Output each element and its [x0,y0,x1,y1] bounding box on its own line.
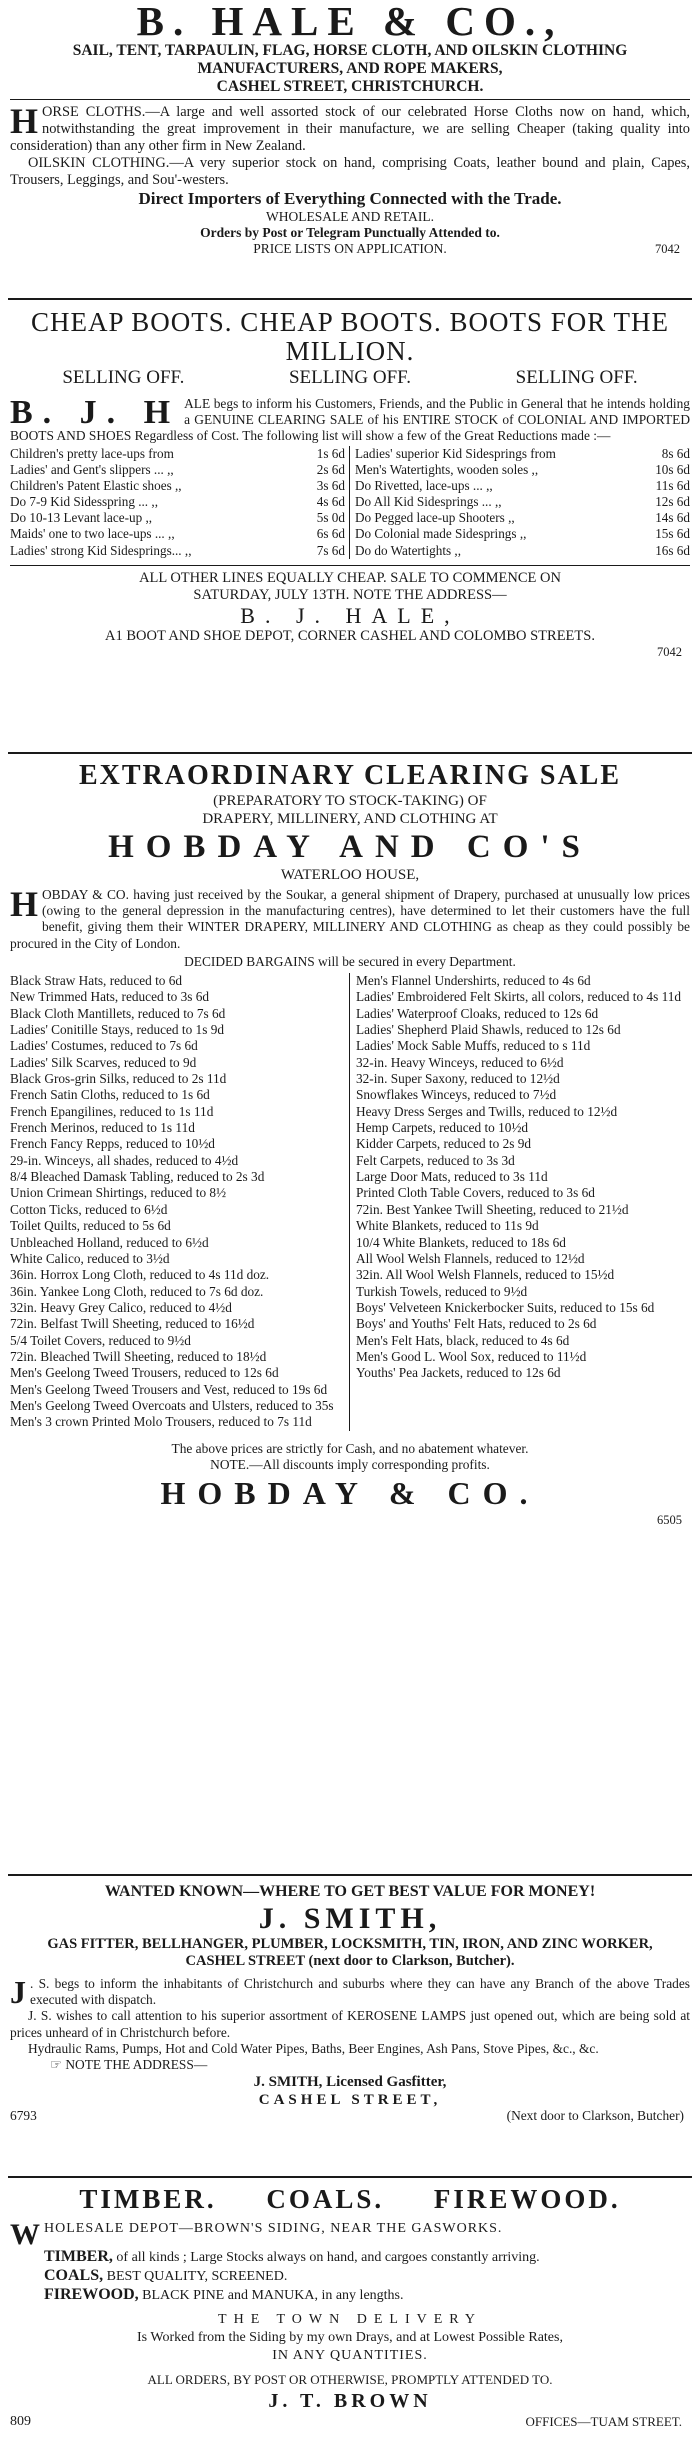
price-row [10,478,345,494]
bargain-item: 8/4 Bleached Damask Tabling, reduced to 2s 3d [10,1169,265,1185]
smith-advertisement [8,1876,692,2176]
price-item: Do Rivetted, lace-ups ... ,, [355,478,493,494]
price-row [355,478,690,494]
boots-intro: B. J. H ALE begs to inform his Customers, Friends, and the Public in General that he intends holding a GENUINE CLEARING SALE of his ENTIRE STOCK of COLONIAL AND IMPORTED BOOTS AND SHOES Regardless of Cost. The following list will show a few of the Great Reductions made :— [10,394,690,443]
bargain-item: 72in. Belfast Twill Sheeting, reduced to 16½d [10,1316,255,1332]
bargain-item: Men's Flannel Undershirts, reduced to 4s 6d [356,973,591,989]
brown-name: J. T. BROWN [268,2389,432,2412]
price-item: Children's pretty lace-ups from [10,446,174,461]
brown-town-delivery: THE TOWN DELIVERY [218,2311,482,2327]
bargain-item: Men's Geelong Tweed Trousers and Vest, reduced to 19s 6d [10,1381,328,1397]
hobday-house: WATERLOO HOUSE, [280,867,420,883]
price-row [10,510,345,526]
bargain-item: New Trimmed Hats, reduced to 3s 6d [10,989,210,1005]
bargain-item: Men's Geelong Tweed Trousers, reduced to 12s 6d [10,1365,279,1381]
bargain-item: Snowflakes Winceys, reduced to 7½d [356,1087,557,1103]
hale-price-lists: PRICE LISTS ON APPLICATION. 7042 [253,241,680,256]
bargain-item: 32-in. Heavy Winceys, reduced to 6½d [356,1054,564,1070]
price-value: 16s 6d [655,542,690,558]
bargain-item: 29-in. Winceys, all shades, reduced to 4½d [10,1152,239,1168]
bargain-item: Toilet Quilts, reduced to 5s 6d [10,1218,171,1234]
bargain-item: 5/4 Toilet Covers, reduced to 9½d [10,1332,191,1348]
bargain-item: White Blankets, reduced to 11s 9d [356,1218,539,1234]
boots-all-other: ALL OTHER LINES EQUALLY CHEAP. SALE TO COMMENCE ON [139,569,561,586]
boots-advertisement [8,300,692,752]
bargain-item: Men's 3 crown Printed Molo Trousers, reduced to 7s 11d [10,1414,312,1430]
hale-orders: Orders by Post or Telegram Punctually Attended to. [200,225,500,240]
brown-offices: OFFICES—TUAM STREET. [525,2413,682,2429]
smith-name: J. SMITH, [258,1902,442,1935]
bargain-item: 32in. Heavy Grey Calico, reduced to 4½d [10,1299,232,1315]
hale-wholesale: WHOLESALE AND RETAIL. [265,209,435,224]
boots-price-right [350,446,690,559]
brown-orders: ALL ORDERS, BY POST OR OTHERWISE, PROMPTLY ATTENDED TO. [147,2371,553,2387]
hale-ad-number: 7042 [655,242,680,256]
bargain-item: Hemp Carpets, reduced to 10½d [356,1120,529,1136]
price-value: 2s 6d [316,462,345,478]
smith-rams: Hydraulic Rams, Pumps, Hot and Cold Water Pipes, Baths, Beer Engines, Ash Pans, Stove Pipes, &c., &c. [28,2040,599,2056]
price-row [10,494,345,510]
hobday-note: NOTE.—All discounts imply corresponding profits. [210,1456,490,1472]
bargain-item: Heavy Dress Serges and Twills, reduced to 12½d [356,1103,618,1119]
price-row [355,446,690,462]
bargain-item: Ladies' Shepherd Plaid Shawls, reduced to 12s 6d [356,1022,621,1038]
bargain-item: Youths' Pea Jackets, reduced to 12s 6d [356,1365,561,1381]
brown-firewood: FIREWOOD, BLACK PINE and MANUKA, in any lengths. [44,2285,404,2303]
hobday-advertisement [8,754,692,1874]
smith-intro: J . S. begs to inform the inhabitants of Christchurch and suburbs where they can have any Branch of the above Trades executed with dispatch. [10,1974,690,2010]
hobday-sub: (PREPARATORY TO STOCK-TAKING) OF [213,793,487,809]
boots-name: B. J. HALE, [240,602,460,628]
bargain-item: French Satin Cloths, reduced to 1s 6d [10,1087,210,1103]
price-value: 8s 6d [661,446,690,461]
boots-price-list [10,446,690,559]
bargain-item: Boys' Velveteen Knickerbocker Suits, reduced to 15s 6d [356,1299,655,1315]
hobday-bargains-right [350,973,690,1431]
hale-advertisement [8,0,692,292]
bargain-item: 32in. All Wool Welsh Flannels, reduced to 15½d [356,1267,615,1283]
price-value: 14s 6d [655,510,690,526]
bargain-item: Ladies' Silk Scarves, reduced to 9d [10,1054,197,1070]
bargain-item: 36in. Horrox Long Cloth, reduced to 4s 11d doz. [10,1267,270,1283]
price-item: Men's Watertights, wooden soles ,, [355,462,539,478]
boots-ad-number: 7042 [657,644,682,659]
bargain-item: Large Door Mats, reduced to 3s 11d [356,1169,548,1185]
price-item: Children's Patent Elastic shoes ,, [10,478,182,494]
bargain-item: Union Crimean Shirtings, reduced to 8½ [10,1185,227,1201]
price-value: 15s 6d [655,526,690,542]
smith-trades: GAS FITTER, BELLHANGER, PLUMBER, LOCKSMITH, TIN, IRON, AND ZINC WORKER, [47,1936,653,1952]
boots-headline: CHEAP BOOTS. CHEAP BOOTS. BOOTS FOR THE MILLION. [30,307,670,366]
hale-line3: CASHEL STREET, CHRISTCHURCH. [216,78,484,95]
bargain-item: French Fancy Repps, reduced to 10½d [10,1136,215,1152]
bargain-item: Felt Carpets, reduced to 3s 3d [356,1152,515,1168]
price-row [10,526,345,542]
price-item: Do do Watertights ,, [355,542,462,558]
price-item: Do Pegged lace-up Shooters ,, [355,510,515,526]
hale-horse-cloths: HORSE CLOTHS.—A large and well assorted stock of our celebrated Horse Cloths now on hand, which, notwithstanding the great improvement in their manufacture, we are selling Cheaper (taking quality into consideration) than any other firm in New Zealand. [10,101,690,154]
bargain-item: Unbleached Holland, reduced to 6½d [10,1234,209,1250]
price-row [355,543,690,559]
hobday-bargains-left [10,973,350,1431]
price-item: Ladies' and Gent's slippers ... ,, [10,462,174,478]
bargain-item: Ladies' Embroidered Felt Skirts, all colors, reduced to 4s 11d [356,989,682,1005]
boots-selling-off: SELLING OFF. SELLING OFF. SELLING OFF. [62,367,638,388]
price-value: 5s 0d [316,510,345,526]
price-row [355,510,690,526]
hobday-decided: DECIDED BARGAINS will be secured in every Department. [184,953,516,969]
hobday-bargains [10,973,690,1431]
boots-depot: A1 BOOT AND SHOE DEPOT, CORNER CASHEL AND COLOMBO STREETS. [105,627,595,644]
newspaper-page [8,0,692,2440]
hale-line1: SAIL, TENT, TARPAULIN, FLAG, HORSE CLOTH, AND OILSKIN CLOTHING [72,42,628,59]
price-value: 4s 6d [316,494,345,510]
price-value: 10s 6d [655,462,690,478]
bargain-item: Cotton Ticks, reduced to 6½d [10,1201,168,1217]
boots-price-left [10,446,350,559]
bargain-item: Ladies' Waterproof Cloaks, reduced to 12s 6d [356,1005,599,1021]
bargain-item: 10/4 White Blankets, reduced to 18s 6d [356,1234,566,1250]
price-value: 3s 6d [316,478,345,494]
price-item: Maids' one to two lace-ups ... ,, [10,526,175,542]
bargain-item: Ladies' Costumes, reduced to 7s 6d [10,1038,198,1054]
smith-note: ☞ NOTE THE ADDRESS— [50,2057,208,2073]
bargain-item: All Wool Welsh Flannels, reduced to 12½d [356,1250,585,1266]
price-row [10,543,345,559]
bargain-item: 32-in. Super Saxony, reduced to 12½d [356,1071,560,1087]
brown-headline: TIMBER. COALS. FIREWOOD. [79,2184,621,2214]
hobday-ad-number: 6505 [657,1513,682,1528]
hale-oilskin: OILSKIN CLOTHING.—A very superior stock on hand, comprising Coats, leather bound and plain, Capes, Trousers, Leggings, and Sou'-westers. [10,155,690,188]
bargain-item: French Merinos, reduced to 1s 11d [10,1120,195,1136]
bargain-item: Printed Cloth Table Covers, reduced to 3s 6d [356,1185,595,1201]
hobday-footer-name: HOBDAY & CO. [160,1475,540,1512]
hale-importers: Direct Importers of Everything Connected with the Trade. [138,189,562,208]
bargain-item: 72in. Best Yankee Twill Sheeting, reduced to 21½d [356,1201,629,1217]
price-item: Do Colonial made Sidesprings ,, [355,526,527,542]
price-row [355,462,690,478]
bargain-item: Men's Felt Hats, black, reduced to 4s 6d [356,1332,570,1348]
price-row [355,526,690,542]
brown-ad-number: 809 [10,2413,31,2429]
smith-wanted: WANTED KNOWN—WHERE TO GET BEST VALUE FOR MONEY! [104,1883,596,1900]
bargain-item: Men's Good L. Wool Sox, reduced to 11½d [356,1348,587,1364]
bargain-item: French Epangilines, reduced to 1s 11d [10,1103,214,1119]
boots-date: SATURDAY, JULY 13TH. NOTE THE ADDRESS— [193,586,507,603]
bargain-item: Black Gros-grin Silks, reduced to 2s 11d [10,1071,227,1087]
smith-signature: J. SMITH, Licensed Gasfitter, [253,2074,447,2091]
price-row [10,446,345,462]
bargain-item: 72in. Bleached Twill Sheeting, reduced to 18½d [10,1348,267,1364]
bargain-item: Black Straw Hats, reduced to 6d [10,973,183,989]
price-item: Ladies' superior Kid Sidesprings from [355,446,556,461]
bargain-item: White Calico, reduced to 3½d [10,1250,170,1266]
brown-worked: Is Worked from the Siding by my own Drays, and at Lowest Possible Rates, [137,2329,563,2345]
price-value: 1s 6d [316,446,345,461]
smith-street: CASHEL STREET, [258,2092,442,2109]
smith-ad-number: 6793 [10,2108,37,2124]
price-value: 6s 6d [316,526,345,542]
brown-coals: COALS, BEST QUALITY, SCREENED. [44,2266,288,2284]
bargain-item: Turkish Towels, reduced to 9½d [356,1283,528,1299]
price-item: Do All Kid Sidesprings ... ,, [355,494,502,510]
brown-advertisement [8,2178,692,2438]
bargain-item: Black Cloth Mantillets, reduced to 7s 6d [10,1005,226,1021]
price-item: Ladies' strong Kid Sidesprings... ,, [10,542,192,558]
hobday-intro: HOBDAY & CO. having just received by the Soukar, a general shipment of Drapery, purchased at unusually low prices (owing to the general depression in the manufacturing centres), have determined to let their customers have the full benefit, giving them their WINTER DRAPERY, MILLINERY AND CLOTHING as cheap as they could possibly be procured in the City of London. [10,884,690,951]
hobday-name: HOBDAY AND CO'S [108,829,592,865]
brown-timber: TIMBER, of all kinds ; Large Stocks always on hand, and cargoes constantly arriving. [44,2247,540,2265]
hale-name: B. HALE & CO., [136,0,564,44]
bargain-item: Ladies' Conitille Stays, reduced to 1s 9d [10,1022,225,1038]
hale-line2: MANUFACTURERS, AND ROPE MAKERS, [197,60,503,77]
smith-address: CASHEL STREET (next door to Clarkson, Butcher). [185,1953,515,1969]
price-value: 12s 6d [655,494,690,510]
bargain-item: 36in. Yankee Long Cloth, reduced to 7s 6d doz. [10,1283,264,1299]
smith-lamps: J. S. wishes to call attention to his superior assortment of KEROSENE LAMPS just opened out, which are being sold at prices unheard of in Christchurch before. [10,2008,690,2040]
hobday-headline: EXTRAORDINARY CLEARING SALE [78,760,622,791]
hobday-cash: The above prices are strictly for Cash, and no abatement whatever. [171,1440,529,1456]
smith-next-door: (Next door to Clarkson, Butcher) [506,2108,684,2124]
price-row [355,494,690,510]
price-row [10,462,345,478]
price-item: Do 10-13 Levant lace-up ,, [10,510,153,526]
hobday-sub2: DRAPERY, MILLINERY, AND CLOTHING AT [202,811,498,827]
bargain-item: Men's Geelong Tweed Overcoats and Ulsters, reduced to 35s [10,1397,334,1413]
price-item: Do 7-9 Kid Sidesspring ... ,, [10,494,158,510]
bargain-item: Kidder Carpets, reduced to 2s 9d [356,1136,532,1152]
brown-wholesale: WHOLESALE DEPOT—BROWN'S SIDING, NEAR THE GASWORKS. [10,2218,503,2251]
price-value: 7s 6d [316,542,345,558]
bargain-item: Boys' and Youths' Felt Hats, reduced to 2s 6d [356,1316,597,1332]
price-value: 11s 6d [655,478,690,494]
brown-quantities: IN ANY QUANTITIES. [272,2347,428,2363]
bargain-item: Ladies' Mock Sable Muffs, reduced to s 11d [356,1038,591,1054]
